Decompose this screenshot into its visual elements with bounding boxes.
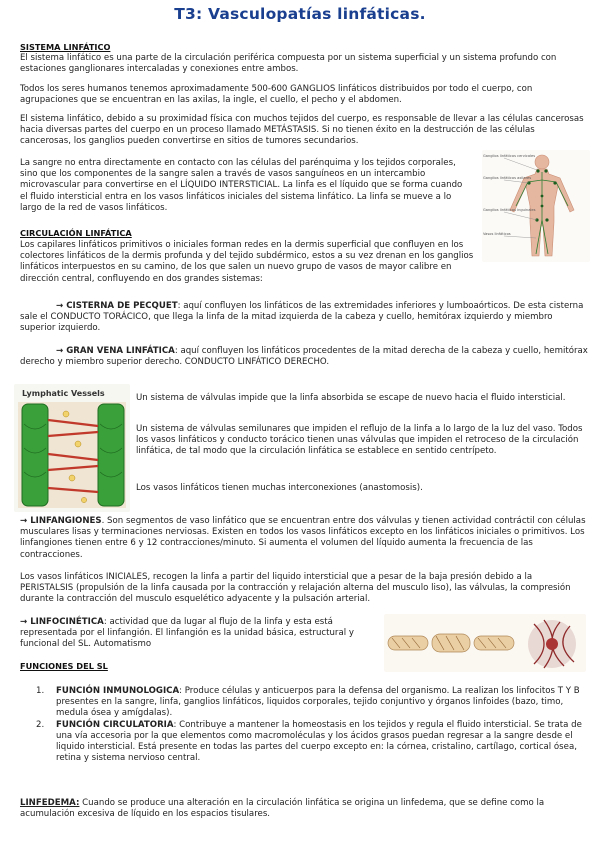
- linfangiones-heading: → LINFANGIONES: [20, 516, 102, 526]
- paragraph-linfedema: [20, 798, 588, 820]
- paragraph: La sangre no entra directamente en contacto con las células del parénquima y los tejidos corporales, sino que los componentes de la sangre salen a través de vasos sanguíneos en un intercambio microvascular para convertirse en el LÍQUIDO INTERSTICIAL. La linfa es el líquido que se forma cuando el fluido intersticial entra en los vasos linfáticos iniciales del sistema linfático. La linfa se mueve a lo largo de la red de vasos linfáticos.: [20, 158, 463, 213]
- list-item-text: : Contribuye a mantener la homeostasis en los tejidos y regula el fluido intersticial. Se trata de una vía accesoria por la que elementos como macromoléculas y los ácidos grasos puedan regresar a la sangre desde el liquido intersticial. Está presente en todas las partes del cuerpo excepto en: la córnea, cristalino, cartílago, cortical ósea, retina y sistema nervioso central.: [56, 719, 582, 764]
- list-item-heading: FUNCIÓN CIRCULATORIA: [56, 719, 174, 730]
- list-number: 1.: [36, 686, 45, 696]
- body-label-axilares: Ganglios linfáticos axilares: [483, 176, 532, 180]
- section-heading: SISTEMA LINFÁTICO: [20, 42, 111, 52]
- list-item-heading: FUNCIÓN INMUNOLOGICA: [56, 686, 180, 696]
- section-heading: FUNCIONES DEL SL: [20, 661, 108, 671]
- figure-label: Lymphatic Vessels: [22, 389, 105, 398]
- paragraph-linfangiones: [20, 516, 588, 561]
- paragraph: Un sistema de válvulas semilunares que impiden el reflujo de la linfa a lo largo de la luz del vaso. Todos los vasos linfáticos y conducto torácico tienen unas válvulas que impiden el retroceso de la circulación linfática, de tal modo que la circulación linfática se establece en sentido centrípeto.: [136, 424, 583, 457]
- body-label-vasos: Vasos linfáticos: [483, 232, 511, 236]
- section-sistema-linfatico: [20, 42, 588, 76]
- cisterna-heading: → CISTERNA DE PECQUET: [56, 301, 178, 311]
- paragraph: Los vasos linfáticos tienen muchas interconexiones (anastomosis).: [136, 483, 423, 493]
- paragraph: Los capilares linfáticos primitivos o iniciales forman redes en la dermis superficial que confluyen en los colectores linfáticos de la dermis profunda y del tejido subdérmico, estos a su vez drenan en los ganglios linfáticos interpuestos en su camino, de los que salen un nuevo grupo de vasos de mayor calibre en dirección central, confluyendo en dos grandes sistemas:: [20, 240, 474, 284]
- paragraph: Todos los seres humanos tenemos aproximadamente 500-600 GANGLIOS linfáticos distribuidos por todo el cuerpo, con agrupaciones que se encuentran en las axilas, la ingle, el cuello, el pecho y el abdomen.: [20, 84, 533, 106]
- body-lymph-figure: [482, 150, 590, 262]
- gran-vena-text: : aquí confluyen los linfáticos procedentes de la mitad derecha de la cabeza y cuello, hemitórax derecho y miembro superior derecho. CONDUCTO LINFÁTICO DERECHO.: [20, 346, 588, 368]
- page-title: T3: Vasculopatías linfáticas.: [174, 5, 426, 23]
- gran-vena-heading: → GRAN VENA LINFÁTICA: [56, 346, 175, 356]
- linfedema-text: Cuando se produce una alteración en la circulación linfática se origina un linfedema, que se define como la acumulación excesiva de líquido en los espacios tisulares.: [20, 798, 545, 820]
- paragraph: Un sistema de válvulas impide que la linfa absorbida se escape de nuevo hacia el fluido intersticial.: [136, 393, 566, 403]
- list-item: [36, 720, 588, 765]
- paragraph-cisterna: [20, 301, 588, 335]
- linfocinetica-heading: → LINFOCINÉTICA: [20, 617, 104, 627]
- lymphatic-vessels-figure: [14, 384, 130, 512]
- body-label-inguinales: Ganglios linfáticos inguinales: [483, 208, 536, 212]
- paragraph-gran-vena: [20, 346, 588, 368]
- body-label-cervical: Ganglios linfáticos cervicales: [483, 154, 536, 158]
- list-number: 2.: [36, 719, 45, 730]
- section-heading: CIRCULACIÓN LINFÁTICA: [20, 228, 132, 238]
- linfangion-figure: [384, 614, 586, 672]
- linfangiones-text: . Son segmentos de vaso linfático que se encuentran entre dos válvulas y tienen actividad contráctil con células musculares lisas y terminaciones nerviosas. Existen en todos los vasos linfáticos excepto en los linfáticos iniciales o primitivos. Los linfangiones tienen entre 6 y 12 contracciones/minuto. Si aumenta el volumen del líquido aumenta la frecuencia de las contracciones.: [20, 516, 586, 560]
- paragraph: El sistema linfático es una parte de la circulación periférica compuesta por un sistema superficial y un sistema profundo con estaciones ganglionares intercaladas y conexiones entre ambos.: [20, 53, 557, 75]
- list-item-text: : Produce células y anticuerpos para la defensa del organismo. La realizan los linfocitos T Y B presentes en la sangre, linfa, ganglios linfáticos, liquidos corporales, tejido conjuntivo y órganos linfoides (bazo, timo, medula ósea y amígdalas).: [56, 686, 580, 719]
- linfedema-heading: LINFEDEMA:: [20, 798, 80, 808]
- paragraph: Los vasos linfáticos INICIALES, recogen la linfa a partir del liquido intersticial que a pesar de la baja presión debido a la PERISTALSIS (propulsión de la linfa causada por la contracción y relajación alterna del musculo liso), las válvulas, la compresión durante la contracción del musculo esquelético adyacente y la pulsación arterial.: [20, 572, 571, 605]
- linfocinetica-text: : actividad que da lugar al flujo de la linfa y esta está representada por el linfangión. El linfangión es la unidad básica, estructural y funcional del SL. Automatismo: [20, 617, 354, 650]
- list-item: [36, 686, 588, 720]
- funciones-list: [36, 686, 588, 764]
- paragraph-linfocinetica: [20, 617, 376, 651]
- cisterna-text: : aquí confluyen los linfáticos de las extremidades inferiores y lumboaórticos. De esta cisterna sale el CONDUCTO TORÁCICO, que llega la linfa de la mitad izquierda de la cabeza y cuello, hemitórax izquierdo y miembro superior izquierdo.: [20, 301, 584, 334]
- paragraph: El sistema linfático, debido a su proximidad física con muchos tejidos del cuerpo, es responsable de llevar a las células cancerosas hacia diversas partes del cuerpo en un proceso llamado METÁSTASIS. Si no tienen éxito en la destrucción de las células cancerosas, los ganglios pueden convertirse en sitios de tumores secundarios.: [20, 114, 584, 147]
